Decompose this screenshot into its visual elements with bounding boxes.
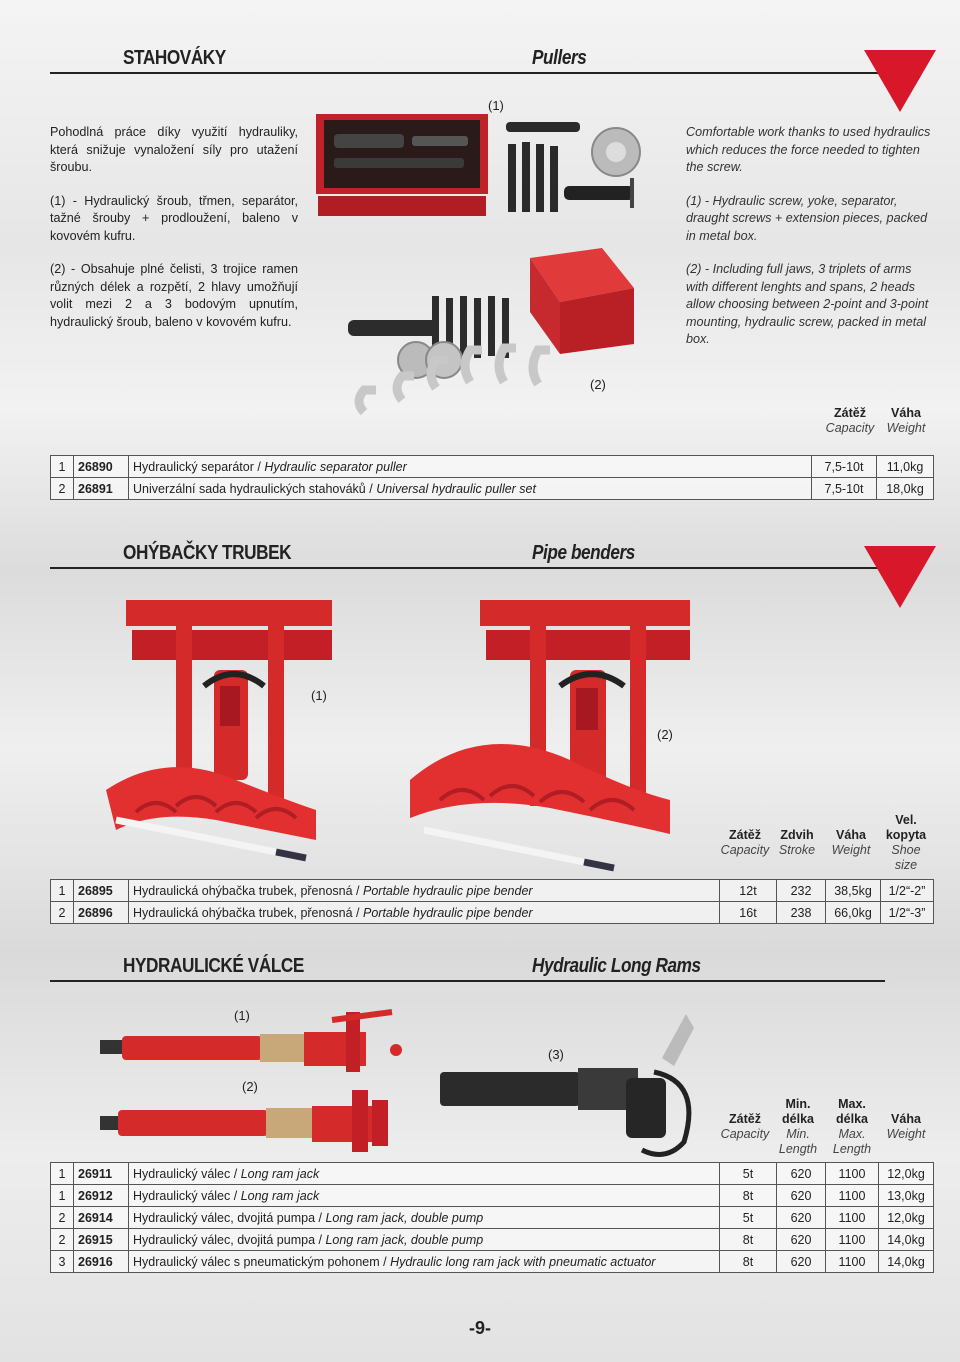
- name-cz: Hydraulický separátor: [133, 459, 254, 474]
- product-code: 26916: [74, 1251, 129, 1273]
- col-max-length: [826, 1097, 878, 1157]
- row-num: 1: [51, 1163, 74, 1185]
- col-capacity: [818, 406, 882, 436]
- product-code: 26915: [74, 1229, 129, 1251]
- section-title-en: Pipe benders: [532, 542, 635, 564]
- row-num: 3: [51, 1251, 74, 1273]
- capacity-value: 5t: [720, 1207, 777, 1229]
- table-row: [51, 1251, 934, 1273]
- row-num: 2: [51, 1207, 74, 1229]
- pullers-desc-en: [686, 124, 936, 365]
- product-code: 26890: [74, 456, 129, 478]
- name-cz: Hydraulická ohýbačka trubek, přenosná: [133, 883, 353, 898]
- col-capacity: [716, 828, 774, 858]
- col-min-length-cz: Min. délka: [782, 1097, 814, 1126]
- shoe-size-value: 1/2“-2”: [881, 880, 934, 902]
- name-cz: Hydraulický válec, dvojitá pumpa: [133, 1210, 316, 1225]
- row-num: 2: [51, 478, 74, 500]
- max-length-value: 1100: [826, 1251, 879, 1273]
- pullers-table: [50, 455, 934, 500]
- col-weight: [824, 828, 878, 858]
- product-name: Hydraulický válec, dvojitá pumpa / Long ram jack, double pump: [129, 1229, 720, 1251]
- rams-table: [50, 1162, 934, 1273]
- capacity-value: 8t: [720, 1229, 777, 1251]
- col-min-length: [774, 1097, 822, 1157]
- capacity-value: 5t: [720, 1163, 777, 1185]
- col-capacity-en: Capacity: [720, 843, 770, 857]
- name-en: Portable hydraulic pipe bender: [363, 905, 533, 920]
- red-triangle-icon: [864, 546, 936, 608]
- product-code: 26912: [74, 1185, 129, 1207]
- min-length-value: 620: [777, 1185, 826, 1207]
- product-code: 26896: [74, 902, 129, 924]
- col-weight-cz: Váha: [836, 828, 866, 842]
- weight-value: 12,0kg: [879, 1163, 934, 1185]
- product-name: Univerzální sada hydraulických stahováků / Universal hydraulic puller set: [129, 478, 812, 500]
- name-en: Hydraulic separator puller: [264, 459, 407, 474]
- weight-value: 66,0kg: [826, 902, 881, 924]
- col-weight-cz: Váha: [891, 406, 921, 420]
- table-row: [51, 1229, 934, 1251]
- product-name: Hydraulický válec / Long ram jack: [129, 1185, 720, 1207]
- capacity-value: 7,5-10t: [812, 456, 877, 478]
- col-weight: [878, 406, 934, 436]
- col-max-length-en: Max. Length: [832, 1127, 872, 1156]
- name-cz: Hydraulický válec: [133, 1166, 231, 1181]
- table-row: [51, 880, 934, 902]
- section-title-en: Hydraulic Long Rams: [532, 955, 701, 977]
- row-num: 2: [51, 1229, 74, 1251]
- pipe-bender-2-image: [400, 590, 700, 880]
- table-row: [51, 478, 934, 500]
- pneumatic-ram-image: [430, 1008, 700, 1158]
- col-weight: [878, 1112, 934, 1142]
- col-capacity-cz: Zátěž: [834, 406, 866, 420]
- section-header-pullers: [50, 44, 885, 74]
- product-name: Hydraulický válec, dvojitá pumpa / Long ram jack, double pump: [129, 1207, 720, 1229]
- section-title-cz: HYDRAULICKÉ VÁLCE: [123, 955, 304, 977]
- long-ram-2-image: [96, 1090, 416, 1156]
- section-title-cz: STAHOVÁKY: [123, 47, 226, 69]
- name-en: Long ram jack, double pump: [325, 1232, 484, 1247]
- capacity-value: 7,5-10t: [812, 478, 877, 500]
- pullers-product-image: [312, 92, 680, 444]
- max-length-value: 1100: [826, 1163, 879, 1185]
- desc-cz-intro: Pohodlná práce díky využití hydrauliky, která snižuje vynaložení síly pro utažení šroubu.: [50, 125, 298, 174]
- capacity-value: 8t: [720, 1185, 777, 1207]
- stroke-value: 238: [777, 902, 826, 924]
- col-capacity-cz: Zátěž: [729, 828, 761, 842]
- col-weight-cz: Váha: [891, 1112, 921, 1126]
- desc-en-intro: Comfortable work thanks to used hydraulics which reduces the force needed to tighten the screw.: [686, 125, 931, 174]
- table-row: [51, 902, 934, 924]
- name-en: Portable hydraulic pipe bender: [363, 883, 533, 898]
- desc-en-item1: (1) - Hydraulic screw, yoke, separator, draught screws + extension pieces, packed in metal box.: [686, 193, 928, 243]
- row-num: 1: [51, 456, 74, 478]
- desc-cz-item2: (2) - Obsahuje plné čelisti, 3 trojice ramen různých délek a rozpětí, 2 hlavy umožňují volit mezi 2 a 3 bodovým upnutím, hydraulický šroub, baleno v kovovém kufru.: [50, 262, 298, 329]
- name-en: Hydraulic long ram jack with pneumatic actuator: [390, 1254, 656, 1269]
- product-code: 26914: [74, 1207, 129, 1229]
- section-header-benders: [50, 539, 885, 569]
- min-length-value: 620: [777, 1229, 826, 1251]
- label-2: (2): [242, 1079, 258, 1094]
- name-en: Long ram jack: [240, 1166, 320, 1181]
- section-header-rams: [50, 952, 885, 982]
- section-title-en: Pullers: [532, 47, 587, 69]
- product-code: 26911: [74, 1163, 129, 1185]
- col-max-length-cz: Max. délka: [836, 1097, 868, 1126]
- table-row: [51, 456, 934, 478]
- label-1: (1): [488, 98, 504, 113]
- min-length-value: 620: [777, 1163, 826, 1185]
- row-num: 2: [51, 902, 74, 924]
- min-length-value: 620: [777, 1207, 826, 1229]
- col-weight-en: Weight: [886, 421, 926, 435]
- col-stroke-cz: Zdvih: [780, 828, 814, 842]
- weight-value: 18,0kg: [877, 478, 934, 500]
- capacity-value: 16t: [720, 902, 777, 924]
- desc-cz-item1: (1) - Hydraulický šroub, třmen, separátor, tažné šrouby + prodloužení, baleno v kovovém kufru.: [50, 193, 298, 243]
- col-stroke-en: Stroke: [778, 843, 816, 857]
- col-capacity-en: Capacity: [720, 1127, 770, 1141]
- col-shoe-size-en: Shoe size: [891, 843, 921, 872]
- weight-value: 14,0kg: [879, 1229, 934, 1251]
- capacity-value: 8t: [720, 1251, 777, 1273]
- col-min-length-en: Min. Length: [778, 1127, 818, 1156]
- name-en: Universal hydraulic puller set: [376, 481, 536, 496]
- name-cz: Univerzální sada hydraulických stahováků: [133, 481, 366, 496]
- product-code: 26891: [74, 478, 129, 500]
- col-shoe-size-cz: Vel. kopyta: [885, 813, 927, 842]
- table-row: [51, 1185, 934, 1207]
- weight-value: 12,0kg: [879, 1207, 934, 1229]
- benders-table: [50, 879, 934, 924]
- weight-value: 14,0kg: [879, 1251, 934, 1273]
- col-capacity: [716, 1112, 774, 1142]
- col-capacity-en: Capacity: [825, 421, 875, 435]
- product-name: Hydraulická ohýbačka trubek, přenosná / Portable hydraulic pipe bender: [129, 902, 720, 924]
- col-capacity-cz: Zátěž: [729, 1112, 761, 1126]
- name-cz: Hydraulický válec s pneumatickým pohonem: [133, 1254, 380, 1269]
- max-length-value: 1100: [826, 1207, 879, 1229]
- label-2: (2): [590, 377, 606, 392]
- table-row: [51, 1207, 934, 1229]
- weight-value: 11,0kg: [877, 456, 934, 478]
- name-en: Long ram jack, double pump: [325, 1210, 484, 1225]
- red-triangle-icon: [864, 50, 936, 112]
- row-num: 1: [51, 1185, 74, 1207]
- name-en: Long ram jack: [240, 1188, 320, 1203]
- col-weight-en: Weight: [831, 843, 871, 857]
- min-length-value: 620: [777, 1251, 826, 1273]
- max-length-value: 1100: [826, 1185, 879, 1207]
- product-name: Hydraulický válec s pneumatickým pohonem / Hydraulic long ram jack with pneumatic actuator: [129, 1251, 720, 1273]
- col-stroke: [772, 828, 822, 858]
- desc-en-item2: (2) - Including full jaws, 3 triplets of arms with different lenghts and spans, 2 heads allow choosing between 2-point and 3-point mounting, hydraulic screw, packed in metal box.: [686, 262, 929, 346]
- shoe-size-value: 1/2“-3”: [881, 902, 934, 924]
- pipe-bender-1-image: [96, 590, 346, 880]
- label-2: (2): [657, 727, 673, 742]
- product-name: Hydraulický válec / Long ram jack: [129, 1163, 720, 1185]
- pullers-desc-cz: [50, 124, 298, 347]
- capacity-value: 12t: [720, 880, 777, 902]
- section-title-cz: OHÝBAČKY TRUBEK: [123, 542, 292, 564]
- name-cz: Hydraulický válec: [133, 1188, 231, 1203]
- label-3: (3): [548, 1047, 564, 1062]
- page-number: -9-: [469, 1318, 491, 1338]
- product-code: 26895: [74, 880, 129, 902]
- table-row: [51, 1163, 934, 1185]
- stroke-value: 232: [777, 880, 826, 902]
- product-name: Hydraulický separátor / Hydraulic separator puller: [129, 456, 812, 478]
- name-cz: Hydraulický válec, dvojitá pumpa: [133, 1232, 316, 1247]
- weight-value: 38,5kg: [826, 880, 881, 902]
- col-weight-en: Weight: [886, 1127, 926, 1141]
- label-1: (1): [234, 1008, 250, 1023]
- name-cz: Hydraulická ohýbačka trubek, přenosná: [133, 905, 353, 920]
- row-num: 1: [51, 880, 74, 902]
- max-length-value: 1100: [826, 1229, 879, 1251]
- col-shoe-size: [880, 813, 932, 873]
- weight-value: 13,0kg: [879, 1185, 934, 1207]
- long-ram-1-image: [96, 1006, 416, 1082]
- label-1: (1): [311, 688, 327, 703]
- product-name: Hydraulická ohýbačka trubek, přenosná / Portable hydraulic pipe bender: [129, 880, 720, 902]
